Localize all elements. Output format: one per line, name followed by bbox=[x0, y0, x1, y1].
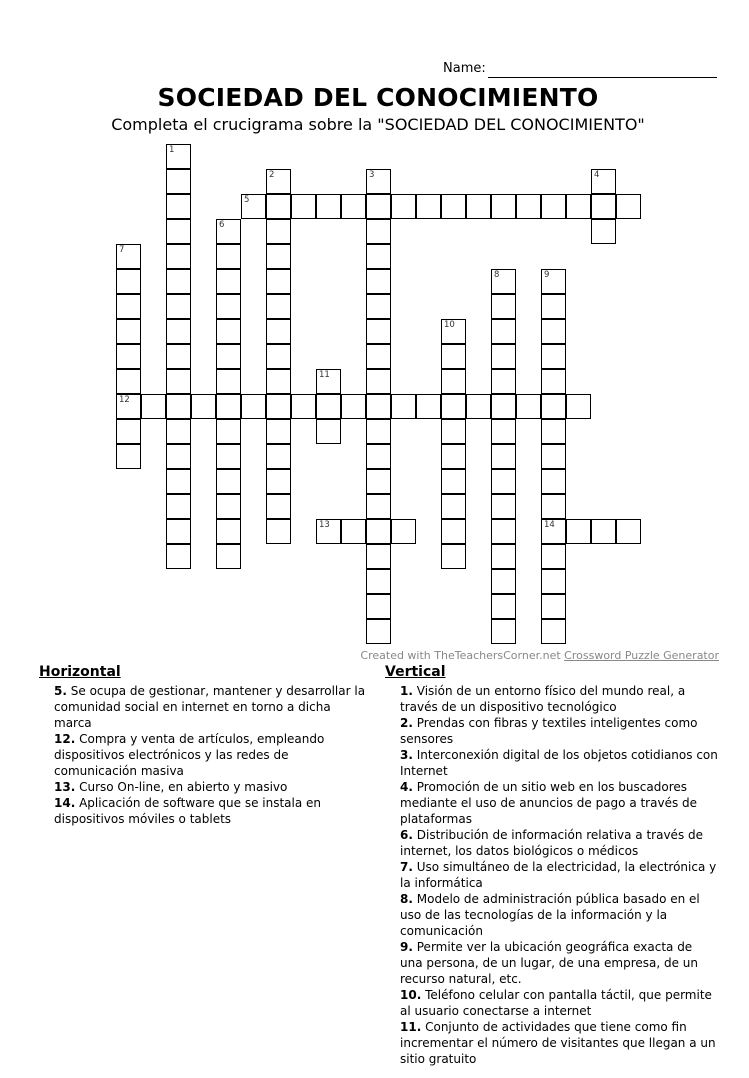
grid-cell[interactable] bbox=[216, 344, 241, 369]
clue-item bbox=[400, 779, 718, 827]
grid-cell[interactable] bbox=[166, 269, 191, 294]
grid-cell[interactable] bbox=[366, 194, 391, 219]
clue-number: 8. bbox=[400, 892, 413, 906]
grid-cell[interactable] bbox=[116, 344, 141, 369]
grid-cell[interactable] bbox=[591, 194, 616, 219]
grid-cell[interactable] bbox=[166, 544, 191, 569]
clue-item bbox=[400, 747, 718, 779]
grid-cell[interactable] bbox=[541, 469, 566, 494]
grid-cell[interactable] bbox=[491, 569, 516, 594]
grid-cell[interactable] bbox=[141, 394, 166, 419]
grid-cell[interactable] bbox=[616, 519, 641, 544]
grid-cell[interactable] bbox=[266, 344, 291, 369]
grid-cell[interactable] bbox=[166, 494, 191, 519]
grid-cell[interactable] bbox=[116, 369, 141, 394]
cell-number: 10 bbox=[444, 320, 455, 330]
grid-cell[interactable] bbox=[441, 194, 466, 219]
grid-cell[interactable] bbox=[216, 369, 241, 394]
grid-cell[interactable] bbox=[366, 169, 391, 194]
clue-text: Conjunto de actividades que tiene como fin incrementar el número de visitantes que llegan a un sitio gratuito bbox=[400, 1020, 716, 1066]
clue-number: 11. bbox=[400, 1020, 422, 1034]
clue-number: 10. bbox=[400, 988, 422, 1002]
generator-link[interactable]: Crossword Puzzle Generator bbox=[564, 649, 719, 662]
grid-cell[interactable] bbox=[341, 519, 366, 544]
grid-cell[interactable] bbox=[541, 194, 566, 219]
clue-text: Prendas con fibras y textiles inteligentes como sensores bbox=[400, 716, 698, 746]
cell-number: 8 bbox=[494, 270, 500, 280]
grid-cell[interactable] bbox=[166, 344, 191, 369]
horizontal-heading: Horizontal bbox=[39, 664, 121, 680]
clue-item bbox=[54, 779, 369, 795]
grid-cell[interactable] bbox=[116, 319, 141, 344]
clue-text: Aplicación de software que se instala en dispositivos móviles o tablets bbox=[54, 796, 322, 826]
grid-cell[interactable] bbox=[516, 194, 541, 219]
grid-cell[interactable] bbox=[341, 194, 366, 219]
clue-number: 4. bbox=[400, 780, 413, 794]
vertical-heading: Vertical bbox=[385, 664, 446, 680]
grid-cell[interactable] bbox=[266, 269, 291, 294]
grid-cell[interactable] bbox=[366, 569, 391, 594]
clue-number: 2. bbox=[400, 716, 413, 730]
grid-cell[interactable] bbox=[216, 394, 241, 419]
grid-cell[interactable] bbox=[291, 394, 316, 419]
grid-cell[interactable] bbox=[366, 519, 391, 544]
grid-cell[interactable] bbox=[566, 519, 591, 544]
grid-cell[interactable] bbox=[541, 619, 566, 644]
grid-cell[interactable] bbox=[541, 344, 566, 369]
clue-item bbox=[400, 715, 718, 747]
grid-cell[interactable] bbox=[366, 294, 391, 319]
grid-cell[interactable] bbox=[491, 394, 516, 419]
grid-cell[interactable] bbox=[366, 419, 391, 444]
grid-cell[interactable] bbox=[491, 269, 516, 294]
grid-cell[interactable] bbox=[416, 394, 441, 419]
horizontal-clue-list bbox=[54, 683, 369, 827]
grid-cell[interactable] bbox=[591, 219, 616, 244]
grid-cell[interactable] bbox=[216, 419, 241, 444]
grid-cell[interactable] bbox=[541, 394, 566, 419]
grid-cell[interactable] bbox=[391, 519, 416, 544]
grid-cell[interactable] bbox=[491, 344, 516, 369]
grid-cell[interactable] bbox=[266, 294, 291, 319]
grid-cell[interactable] bbox=[166, 444, 191, 469]
grid-cell[interactable] bbox=[491, 319, 516, 344]
grid-cell[interactable] bbox=[266, 319, 291, 344]
cell-number: 14 bbox=[544, 520, 555, 530]
cell-number: 12 bbox=[119, 395, 130, 405]
grid-cell[interactable] bbox=[491, 494, 516, 519]
grid-cell[interactable] bbox=[216, 219, 241, 244]
grid-cell[interactable] bbox=[466, 194, 491, 219]
grid-cell[interactable] bbox=[541, 419, 566, 444]
grid-cell[interactable] bbox=[191, 394, 216, 419]
grid-cell[interactable] bbox=[441, 544, 466, 569]
grid-cell[interactable] bbox=[441, 369, 466, 394]
grid-cell[interactable] bbox=[266, 369, 291, 394]
grid-cell[interactable] bbox=[316, 419, 341, 444]
grid-cell[interactable] bbox=[266, 194, 291, 219]
grid-cell[interactable] bbox=[541, 369, 566, 394]
grid-cell[interactable] bbox=[491, 444, 516, 469]
grid-cell[interactable] bbox=[366, 544, 391, 569]
grid-cell[interactable] bbox=[491, 419, 516, 444]
grid-cell[interactable] bbox=[491, 619, 516, 644]
clue-number: 3. bbox=[400, 748, 413, 762]
grid-cell[interactable] bbox=[216, 494, 241, 519]
cell-number: 1 bbox=[169, 145, 175, 155]
grid-cell[interactable] bbox=[266, 169, 291, 194]
clue-item bbox=[400, 1019, 718, 1067]
name-label: Name: bbox=[443, 61, 486, 76]
grid-cell[interactable] bbox=[166, 169, 191, 194]
cell-number: 5 bbox=[244, 195, 250, 205]
grid-cell[interactable] bbox=[541, 319, 566, 344]
grid-cell[interactable] bbox=[591, 519, 616, 544]
grid-cell[interactable] bbox=[566, 394, 591, 419]
grid-cell[interactable] bbox=[366, 369, 391, 394]
grid-cell[interactable] bbox=[166, 394, 191, 419]
grid-cell[interactable] bbox=[316, 394, 341, 419]
grid-cell[interactable] bbox=[541, 594, 566, 619]
grid-cell[interactable] bbox=[316, 194, 341, 219]
grid-cell[interactable] bbox=[216, 244, 241, 269]
grid-cell[interactable] bbox=[166, 369, 191, 394]
page-subtitle: Completa el crucigrama sobre la "SOCIEDAD DEL CONOCIMIENTO" bbox=[111, 115, 645, 134]
cell-number: 13 bbox=[319, 520, 330, 530]
grid-cell[interactable] bbox=[441, 344, 466, 369]
grid-cell[interactable] bbox=[491, 194, 516, 219]
credit-text: Created with TheTeachersCorner.net bbox=[360, 649, 565, 662]
grid-cell[interactable] bbox=[241, 194, 266, 219]
grid-cell[interactable] bbox=[541, 269, 566, 294]
cell-number: 2 bbox=[269, 170, 275, 180]
grid-cell[interactable] bbox=[366, 319, 391, 344]
grid-cell[interactable] bbox=[541, 544, 566, 569]
clue-item bbox=[54, 795, 369, 827]
grid-cell[interactable] bbox=[366, 244, 391, 269]
grid-cell[interactable] bbox=[116, 294, 141, 319]
grid-cell[interactable] bbox=[116, 444, 141, 469]
grid-cell[interactable] bbox=[366, 619, 391, 644]
grid-cell[interactable] bbox=[366, 394, 391, 419]
grid-cell[interactable] bbox=[266, 519, 291, 544]
grid-cell[interactable] bbox=[541, 294, 566, 319]
grid-cell[interactable] bbox=[216, 469, 241, 494]
grid-cell[interactable] bbox=[266, 419, 291, 444]
grid-cell[interactable] bbox=[316, 369, 341, 394]
grid-cell[interactable] bbox=[566, 194, 591, 219]
grid-cell[interactable] bbox=[591, 169, 616, 194]
grid-cell[interactable] bbox=[491, 294, 516, 319]
credit-line bbox=[360, 649, 719, 662]
clue-text: Modelo de administración pública basado en el uso de las tecnologías de la información y la comunicación bbox=[400, 892, 700, 938]
grid-cell[interactable] bbox=[166, 319, 191, 344]
grid-cell[interactable] bbox=[291, 194, 316, 219]
grid-cell[interactable] bbox=[166, 144, 191, 169]
clue-item bbox=[54, 683, 369, 731]
grid-cell[interactable] bbox=[441, 319, 466, 344]
grid-cell[interactable] bbox=[366, 594, 391, 619]
grid-cell[interactable] bbox=[541, 519, 566, 544]
grid-cell[interactable] bbox=[366, 444, 391, 469]
grid-cell[interactable] bbox=[516, 394, 541, 419]
grid-cell[interactable] bbox=[541, 569, 566, 594]
clue-text: Se ocupa de gestionar, mantener y desarrollar la comunidad social en internet en torno a dicha marca bbox=[54, 684, 366, 730]
grid-cell[interactable] bbox=[166, 469, 191, 494]
grid-cell[interactable] bbox=[166, 194, 191, 219]
grid-cell[interactable] bbox=[366, 494, 391, 519]
clue-text: Permite ver la ubicación geográfica exacta de una persona, de un lugar, de una empresa, de un recurso natural, etc. bbox=[400, 940, 699, 986]
grid-cell[interactable] bbox=[216, 319, 241, 344]
clue-number: 12. bbox=[54, 732, 76, 746]
grid-cell[interactable] bbox=[166, 219, 191, 244]
grid-cell[interactable] bbox=[116, 419, 141, 444]
grid-cell[interactable] bbox=[241, 394, 266, 419]
grid-cell[interactable] bbox=[216, 544, 241, 569]
grid-cell[interactable] bbox=[416, 194, 441, 219]
clue-number: 1. bbox=[400, 684, 413, 698]
clue-text: Uso simultáneo de la electricidad, la electrónica y la informática bbox=[400, 860, 717, 890]
clue-number: 5. bbox=[54, 684, 67, 698]
grid-cell[interactable] bbox=[541, 494, 566, 519]
grid-cell[interactable] bbox=[166, 244, 191, 269]
grid-cell[interactable] bbox=[366, 469, 391, 494]
clue-item bbox=[400, 683, 718, 715]
grid-cell[interactable] bbox=[616, 194, 641, 219]
grid-cell[interactable] bbox=[441, 444, 466, 469]
grid-cell[interactable] bbox=[466, 394, 491, 419]
clue-number: 7. bbox=[400, 860, 413, 874]
cell-number: 4 bbox=[594, 170, 600, 180]
grid-cell[interactable] bbox=[341, 394, 366, 419]
clue-item bbox=[54, 731, 369, 779]
clue-text: Distribución de información relativa a través de internet, los datos biológicos o médicos bbox=[400, 828, 704, 858]
cell-number: 11 bbox=[319, 370, 330, 380]
grid-cell[interactable] bbox=[266, 494, 291, 519]
grid-cell[interactable] bbox=[266, 469, 291, 494]
clue-text: Promoción de un sitio web en los buscadores mediante el uso de anuncios de pago a través de plataformas bbox=[400, 780, 698, 826]
grid-cell[interactable] bbox=[116, 269, 141, 294]
grid-cell[interactable] bbox=[266, 444, 291, 469]
vertical-clue-list bbox=[400, 683, 718, 1067]
cell-number: 6 bbox=[219, 220, 225, 230]
grid-cell[interactable] bbox=[216, 444, 241, 469]
grid-cell[interactable] bbox=[491, 469, 516, 494]
clue-number: 9. bbox=[400, 940, 413, 954]
clue-number: 6. bbox=[400, 828, 413, 842]
grid-cell[interactable] bbox=[391, 394, 416, 419]
grid-cell[interactable] bbox=[441, 419, 466, 444]
grid-cell[interactable] bbox=[441, 394, 466, 419]
clue-text: Interconexión digital de los objetos cotidianos con Internet bbox=[400, 748, 718, 778]
clue-number: 14. bbox=[54, 796, 76, 810]
grid-cell[interactable] bbox=[266, 244, 291, 269]
cell-number: 3 bbox=[369, 170, 375, 180]
grid-cell[interactable] bbox=[166, 519, 191, 544]
grid-cell[interactable] bbox=[366, 219, 391, 244]
grid-cell[interactable] bbox=[541, 444, 566, 469]
clue-item bbox=[400, 891, 718, 939]
cell-number: 7 bbox=[119, 245, 125, 255]
clue-text: Curso On-line, en abierto y masivo bbox=[79, 780, 288, 794]
grid-cell[interactable] bbox=[266, 219, 291, 244]
cell-number: 9 bbox=[544, 270, 550, 280]
clue-text: Teléfono celular con pantalla táctil, que permite al usuario conectarse a internet bbox=[400, 988, 712, 1018]
clue-text: Visión de un entorno físico del mundo real, a través de un dispositivo tecnológico bbox=[400, 684, 686, 714]
grid-cell[interactable] bbox=[116, 394, 141, 419]
clue-item bbox=[400, 859, 718, 891]
clue-number: 13. bbox=[54, 780, 76, 794]
clue-item bbox=[400, 939, 718, 987]
grid-cell[interactable] bbox=[166, 419, 191, 444]
grid-cell[interactable] bbox=[116, 244, 141, 269]
grid-cell[interactable] bbox=[266, 394, 291, 419]
clue-text: Compra y venta de artículos, empleando dispositivos electrónicos y las redes de comunicación masiva bbox=[54, 732, 325, 778]
grid-cell[interactable] bbox=[441, 494, 466, 519]
grid-cell[interactable] bbox=[316, 519, 341, 544]
grid-cell[interactable] bbox=[491, 519, 516, 544]
grid-cell[interactable] bbox=[491, 594, 516, 619]
grid-cell[interactable] bbox=[216, 519, 241, 544]
clue-item bbox=[400, 827, 718, 859]
grid-cell[interactable] bbox=[391, 194, 416, 219]
grid-cell[interactable] bbox=[366, 269, 391, 294]
grid-cell[interactable] bbox=[166, 294, 191, 319]
grid-cell[interactable] bbox=[216, 269, 241, 294]
page-title: SOCIEDAD DEL CONOCIMIENTO bbox=[157, 83, 599, 112]
grid-cell[interactable] bbox=[216, 294, 241, 319]
grid-cell[interactable] bbox=[491, 544, 516, 569]
grid-cell[interactable] bbox=[441, 519, 466, 544]
clue-item bbox=[400, 987, 718, 1019]
grid-cell[interactable] bbox=[441, 469, 466, 494]
grid-cell[interactable] bbox=[491, 369, 516, 394]
grid-cell[interactable] bbox=[366, 344, 391, 369]
